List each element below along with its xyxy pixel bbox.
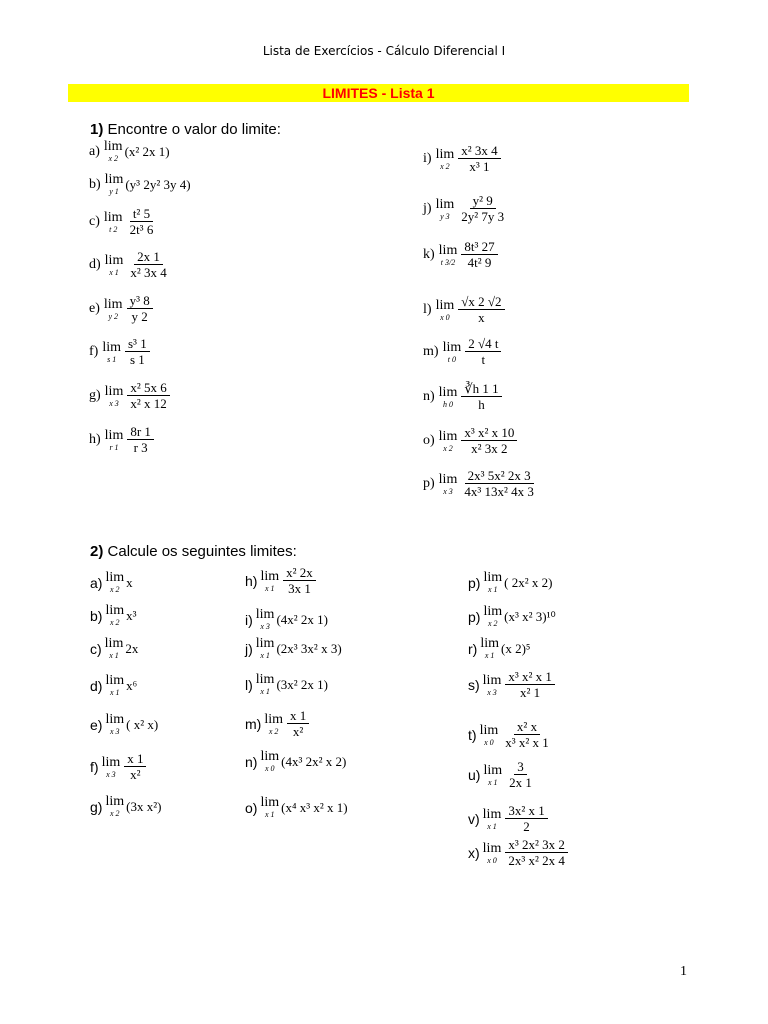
limit-operator (483, 842, 502, 865)
denominator: 4x³ 13x² 4x 3 (464, 484, 534, 499)
exercise-label: m) (423, 344, 439, 359)
q2-heading-text: Calcule os seguintes limites: (107, 543, 297, 560)
limit-operator (105, 385, 124, 408)
exercise-item (89, 381, 172, 411)
exercise-label: o) (423, 433, 435, 448)
exercise-item (245, 750, 346, 773)
denominator: s 1 (129, 352, 145, 367)
exercise-item (90, 571, 133, 594)
exercise-item (90, 604, 137, 627)
lim-word: lim (103, 296, 123, 312)
lim-word: lim (255, 607, 275, 622)
exercise-label: d) (89, 257, 101, 272)
limit-subscript: x 3 (110, 727, 120, 736)
denominator: x² 3x 2 (471, 441, 508, 456)
fraction (127, 250, 169, 280)
denominator: x² 3x 4 (130, 265, 167, 280)
limit-operator (260, 796, 279, 819)
exercise-label: g) (89, 388, 101, 403)
exercise-item (90, 713, 158, 736)
limit-operator (105, 604, 124, 627)
fraction (461, 240, 497, 270)
limit-subscript: x 3 (260, 622, 270, 631)
denominator: 3x 1 (288, 581, 311, 596)
limit-subscript: x 2 (110, 585, 120, 594)
exercise-label: f) (90, 759, 99, 775)
limit-subscript: x 3 (487, 687, 497, 697)
expression: (x³ x² 3)¹⁰ (504, 608, 556, 624)
expression: (y³ 2y² 3y 4) (125, 176, 191, 192)
exercise-label: b) (89, 176, 101, 192)
limit-subscript: x 1 (488, 777, 498, 787)
lim-word: lim (435, 146, 455, 162)
numerator: y² 9 (470, 194, 496, 209)
exercise-label: k) (423, 247, 435, 262)
limit-operator (483, 605, 502, 628)
lim-word: lim (482, 840, 502, 856)
fraction (465, 337, 501, 367)
q2-heading (90, 543, 297, 560)
fraction (127, 425, 154, 455)
denominator: 2x³ x² 2x 4 (508, 853, 565, 868)
limit-operator (483, 808, 502, 831)
limit-subscript: x 1 (110, 688, 120, 697)
exercise-label: a) (90, 574, 103, 591)
fraction (127, 207, 157, 237)
exercise-item (245, 637, 342, 660)
limit-operator (256, 673, 275, 696)
exercise-item (423, 469, 539, 499)
exercise-item (90, 637, 138, 660)
numerator: 2x 1 (134, 250, 163, 265)
expression: ( x² x) (126, 716, 159, 732)
exercise-label: d) (90, 677, 103, 694)
lim-word: lim (255, 672, 275, 687)
limit-operator (104, 298, 123, 321)
limit-subscript: t 3/2 (440, 257, 456, 267)
fraction (506, 760, 535, 790)
denominator: x² (292, 724, 304, 739)
exercise-item (89, 173, 191, 196)
limit-subscript: x 2 (440, 161, 450, 171)
exercise-item (468, 605, 556, 628)
q2-number: 2) (90, 543, 104, 560)
limit-operator (105, 637, 124, 660)
limit-subscript: x 1 (487, 821, 497, 831)
denominator: x³ 1 (469, 159, 490, 174)
lim-word: lim (255, 636, 275, 651)
exercise-label: v) (468, 811, 480, 827)
denominator: y 2 (131, 309, 148, 324)
expression: (3x² 2x 1) (276, 676, 329, 692)
limit-operator (102, 756, 121, 779)
exercise-label: f) (89, 344, 99, 359)
limit-subscript: t 0 (447, 354, 457, 364)
exercise-item (468, 760, 537, 790)
expression: x³ (126, 607, 137, 623)
expression: ( 2x² x 2) (504, 574, 553, 590)
limit-operator (260, 750, 279, 773)
lim-word: lim (480, 636, 499, 651)
expression: (4x³ 2x² x 2) (281, 753, 347, 769)
limit-operator (256, 637, 275, 660)
fraction (458, 295, 504, 325)
denominator: t (481, 352, 486, 367)
limit-subscript: x 2 (108, 154, 118, 163)
exercise-item (423, 337, 503, 367)
lim-word: lim (104, 636, 124, 651)
exercise-item (468, 571, 552, 594)
exercise-label: h) (89, 432, 101, 447)
numerator: 2x³ 5x² 2x 3 (465, 469, 534, 484)
limit-operator (443, 341, 462, 364)
lim-word: lim (102, 339, 121, 355)
numerator: 8r 1 (127, 425, 154, 440)
fraction (461, 382, 501, 412)
limit-subscript: x 1 (109, 267, 119, 277)
limit-operator (436, 299, 455, 322)
exercise-label: m) (245, 716, 262, 732)
exercise-label: j) (423, 201, 432, 216)
fraction (125, 337, 150, 367)
limit-subscript: x 1 (484, 651, 495, 660)
limit-operator (480, 637, 499, 660)
fraction (127, 381, 169, 411)
exercise-label: b) (90, 607, 103, 624)
lim-word: lim (260, 568, 280, 584)
lim-word: lim (482, 806, 502, 822)
exercise-item (423, 194, 509, 224)
exercise-item (89, 207, 158, 237)
numerator: x³ 2x² 3x 2 (505, 838, 568, 853)
exercise-item (423, 144, 503, 174)
fraction (458, 144, 500, 174)
fraction (127, 294, 153, 324)
limit-subscript: x 1 (265, 583, 275, 593)
denominator: h (478, 397, 485, 412)
lim-word: lim (483, 604, 503, 619)
exercise-label: l) (423, 302, 432, 317)
exercise-label: n) (423, 389, 435, 404)
limit-subscript: x 0 (265, 764, 275, 773)
exercise-item (245, 608, 328, 631)
expression: (4x² 2x 1) (276, 611, 329, 627)
exercise-label: e) (90, 716, 103, 733)
exercise-item (90, 795, 161, 818)
lim-word: lim (105, 712, 125, 727)
fraction (287, 709, 309, 739)
limit-subscript: x 0 (487, 855, 497, 865)
limit-subscript: y 3 (440, 211, 450, 221)
limit-subscript: x 2 (110, 618, 120, 627)
limit-subscript: x 0 (484, 737, 494, 747)
lim-word: lim (438, 428, 458, 444)
exercise-label: o) (245, 799, 258, 816)
exercise-label: x) (468, 845, 480, 861)
numerator: x³ x² x 1 (505, 670, 555, 685)
denominator: x² x 12 (130, 396, 167, 411)
limit-operator (483, 571, 502, 594)
exercise-item (90, 674, 137, 697)
limit-subscript: x 1 (260, 651, 270, 660)
denominator: x² (130, 767, 141, 782)
lim-word: lim (105, 794, 125, 809)
limit-subscript: x 1 (265, 810, 275, 819)
lim-word: lim (104, 172, 124, 187)
exercise-label: c) (89, 214, 100, 229)
expression: 2x (125, 640, 139, 656)
expression: (x² 2x 1) (124, 143, 170, 159)
limit-operator (439, 386, 458, 409)
denominator: r 3 (133, 440, 148, 455)
numerator: √x 2 √2 (458, 295, 504, 310)
page-number: 1 (680, 964, 687, 979)
limit-subscript: x 2 (443, 443, 453, 453)
exercise-label: i) (423, 151, 432, 166)
exercise-label: a) (89, 143, 100, 159)
limit-subscript: x 1 (488, 585, 498, 594)
lim-word: lim (438, 242, 458, 258)
limit-operator (105, 674, 124, 697)
limit-subscript: t 2 (109, 224, 118, 234)
lim-word: lim (438, 384, 458, 400)
limit-operator (483, 764, 502, 787)
numerator: 2 √4 t (465, 337, 501, 352)
limit-operator (256, 608, 275, 631)
exercise-label: j) (245, 640, 253, 657)
limit-subscript: x 2 (488, 619, 498, 628)
limit-subscript: r 1 (109, 442, 119, 452)
denominator: x² 1 (520, 685, 541, 700)
limit-operator (105, 713, 124, 736)
fraction (502, 720, 552, 750)
lim-word: lim (101, 754, 121, 770)
exercise-item (423, 382, 504, 412)
denominator: 2x 1 (509, 775, 532, 790)
exercise-label: e) (89, 301, 100, 316)
q1-heading-text: Encontre o valor do limite: (107, 121, 281, 138)
limit-operator (102, 341, 121, 364)
expression: (2x³ 3x² x 3) (276, 640, 342, 656)
expression: x (126, 574, 133, 590)
lim-word: lim (105, 603, 125, 618)
numerator: x³ x² x 10 (461, 426, 517, 441)
exercise-label: t) (468, 727, 477, 743)
exercise-item (423, 295, 507, 325)
lim-word: lim (479, 722, 499, 738)
limit-subscript: x 3 (106, 769, 116, 779)
limit-operator (439, 430, 458, 453)
exercise-label: r) (468, 640, 478, 657)
limit-operator (483, 674, 502, 697)
lim-word: lim (104, 252, 124, 268)
numerator: 8t³ 27 (461, 240, 497, 255)
lim-word: lim (438, 471, 458, 487)
exercise-label: l) (245, 676, 253, 693)
lim-word: lim (483, 762, 503, 778)
exercise-label: i) (245, 611, 253, 628)
limit-operator (105, 795, 124, 818)
numerator: y³ 8 (127, 294, 153, 309)
numerator: x² 3x 4 (458, 144, 500, 159)
limit-subscript: y 1 (109, 187, 119, 196)
lim-word: lim (482, 672, 502, 688)
exercise-item (89, 337, 152, 367)
page-header: Lista de Exercícios - Cálculo Diferencial I (262, 44, 506, 58)
limit-subscript: x 1 (260, 687, 270, 696)
expression: (3x x²) (126, 798, 162, 814)
exercise-item (468, 720, 554, 750)
limit-subscript: x 0 (440, 312, 450, 322)
fraction (461, 469, 537, 499)
limit-operator (260, 570, 279, 593)
lim-word: lim (103, 139, 123, 154)
exercise-item (245, 796, 348, 819)
numerator: x² x (514, 720, 540, 735)
lim-word: lim (103, 209, 123, 225)
exercise-item (245, 673, 328, 696)
denominator: x (478, 310, 485, 325)
limit-operator (436, 148, 455, 171)
exercise-item (468, 838, 570, 868)
exercise-label: p) (423, 476, 435, 491)
expression: x⁶ (126, 677, 138, 693)
lim-word: lim (483, 570, 503, 585)
exercise-label: c) (90, 640, 102, 657)
lim-word: lim (435, 196, 455, 212)
numerator: 3 (514, 760, 527, 775)
limit-subscript: x 2 (268, 726, 279, 736)
numerator: x 1 (124, 752, 146, 767)
exercise-label: g) (90, 798, 103, 815)
lim-word: lim (260, 749, 280, 764)
denominator: 2t³ 6 (129, 222, 154, 237)
fraction (505, 670, 555, 700)
exercise-item (89, 140, 170, 163)
exercise-item (89, 250, 172, 280)
limit-operator (105, 429, 124, 452)
fraction (124, 752, 146, 782)
expression: (x⁴ x³ x² x 1) (281, 799, 348, 815)
exercise-label: p) (468, 574, 481, 591)
exercise-item (423, 426, 519, 456)
q1-heading (90, 121, 281, 138)
exercise-item (423, 240, 500, 270)
limit-subscript: s 1 (107, 354, 117, 364)
numerator: x² 2x (283, 566, 316, 581)
expression: (x 2)⁵ (501, 640, 531, 656)
lim-word: lim (105, 570, 125, 585)
exercise-item (245, 566, 318, 596)
exercise-label: n) (245, 753, 258, 770)
denominator: x³ x² x 1 (505, 735, 549, 750)
numerator: ∛h 1 1 (461, 382, 501, 397)
limit-operator (105, 571, 124, 594)
numerator: s³ 1 (125, 337, 150, 352)
exercise-item (89, 294, 155, 324)
limit-operator (104, 140, 123, 163)
denominator: 2 (523, 819, 530, 834)
limit-subscript: h 0 (443, 399, 453, 409)
limit-operator (105, 254, 124, 277)
exercise-label: u) (468, 767, 481, 783)
denominator: 4t² 9 (467, 255, 492, 270)
limit-operator (105, 173, 124, 196)
limit-operator (439, 473, 458, 496)
exercise-item (90, 752, 148, 782)
fraction (458, 194, 507, 224)
fraction (505, 838, 568, 868)
lim-word: lim (442, 339, 462, 355)
exercise-item (89, 425, 156, 455)
exercise-label: p) (468, 608, 481, 625)
limit-operator (439, 244, 458, 267)
exercise-label: h) (245, 573, 258, 589)
page-title: LIMITES - Lista 1 (68, 84, 689, 102)
lim-word: lim (104, 383, 124, 399)
lim-word: lim (104, 427, 124, 443)
fraction (461, 426, 517, 456)
limit-subscript: x 3 (109, 398, 119, 408)
limit-subscript: x 2 (110, 809, 120, 818)
lim-word: lim (264, 711, 283, 727)
exercise-item (468, 637, 530, 660)
limit-subscript: x 1 (109, 651, 119, 660)
exercise-item (468, 670, 557, 700)
limit-subscript: x 3 (443, 486, 453, 496)
limit-operator (104, 211, 123, 234)
limit-operator (436, 198, 455, 221)
lim-word: lim (105, 673, 125, 688)
exercise-item (245, 709, 311, 739)
limit-operator (480, 724, 499, 747)
exercise-label: s) (468, 677, 480, 693)
fraction (283, 566, 316, 596)
lim-word: lim (435, 297, 455, 313)
numerator: x² 5x 6 (127, 381, 169, 396)
numerator: x 1 (287, 709, 309, 724)
numerator: t² 5 (130, 207, 153, 222)
q1-number: 1) (90, 121, 104, 138)
limit-operator (264, 713, 283, 736)
denominator: 2y² 7y 3 (461, 209, 505, 224)
lim-word: lim (260, 795, 280, 810)
numerator: 3x² x 1 (505, 804, 547, 819)
fraction (505, 804, 547, 834)
limit-subscript: y 2 (108, 311, 118, 321)
exercise-item (468, 804, 550, 834)
